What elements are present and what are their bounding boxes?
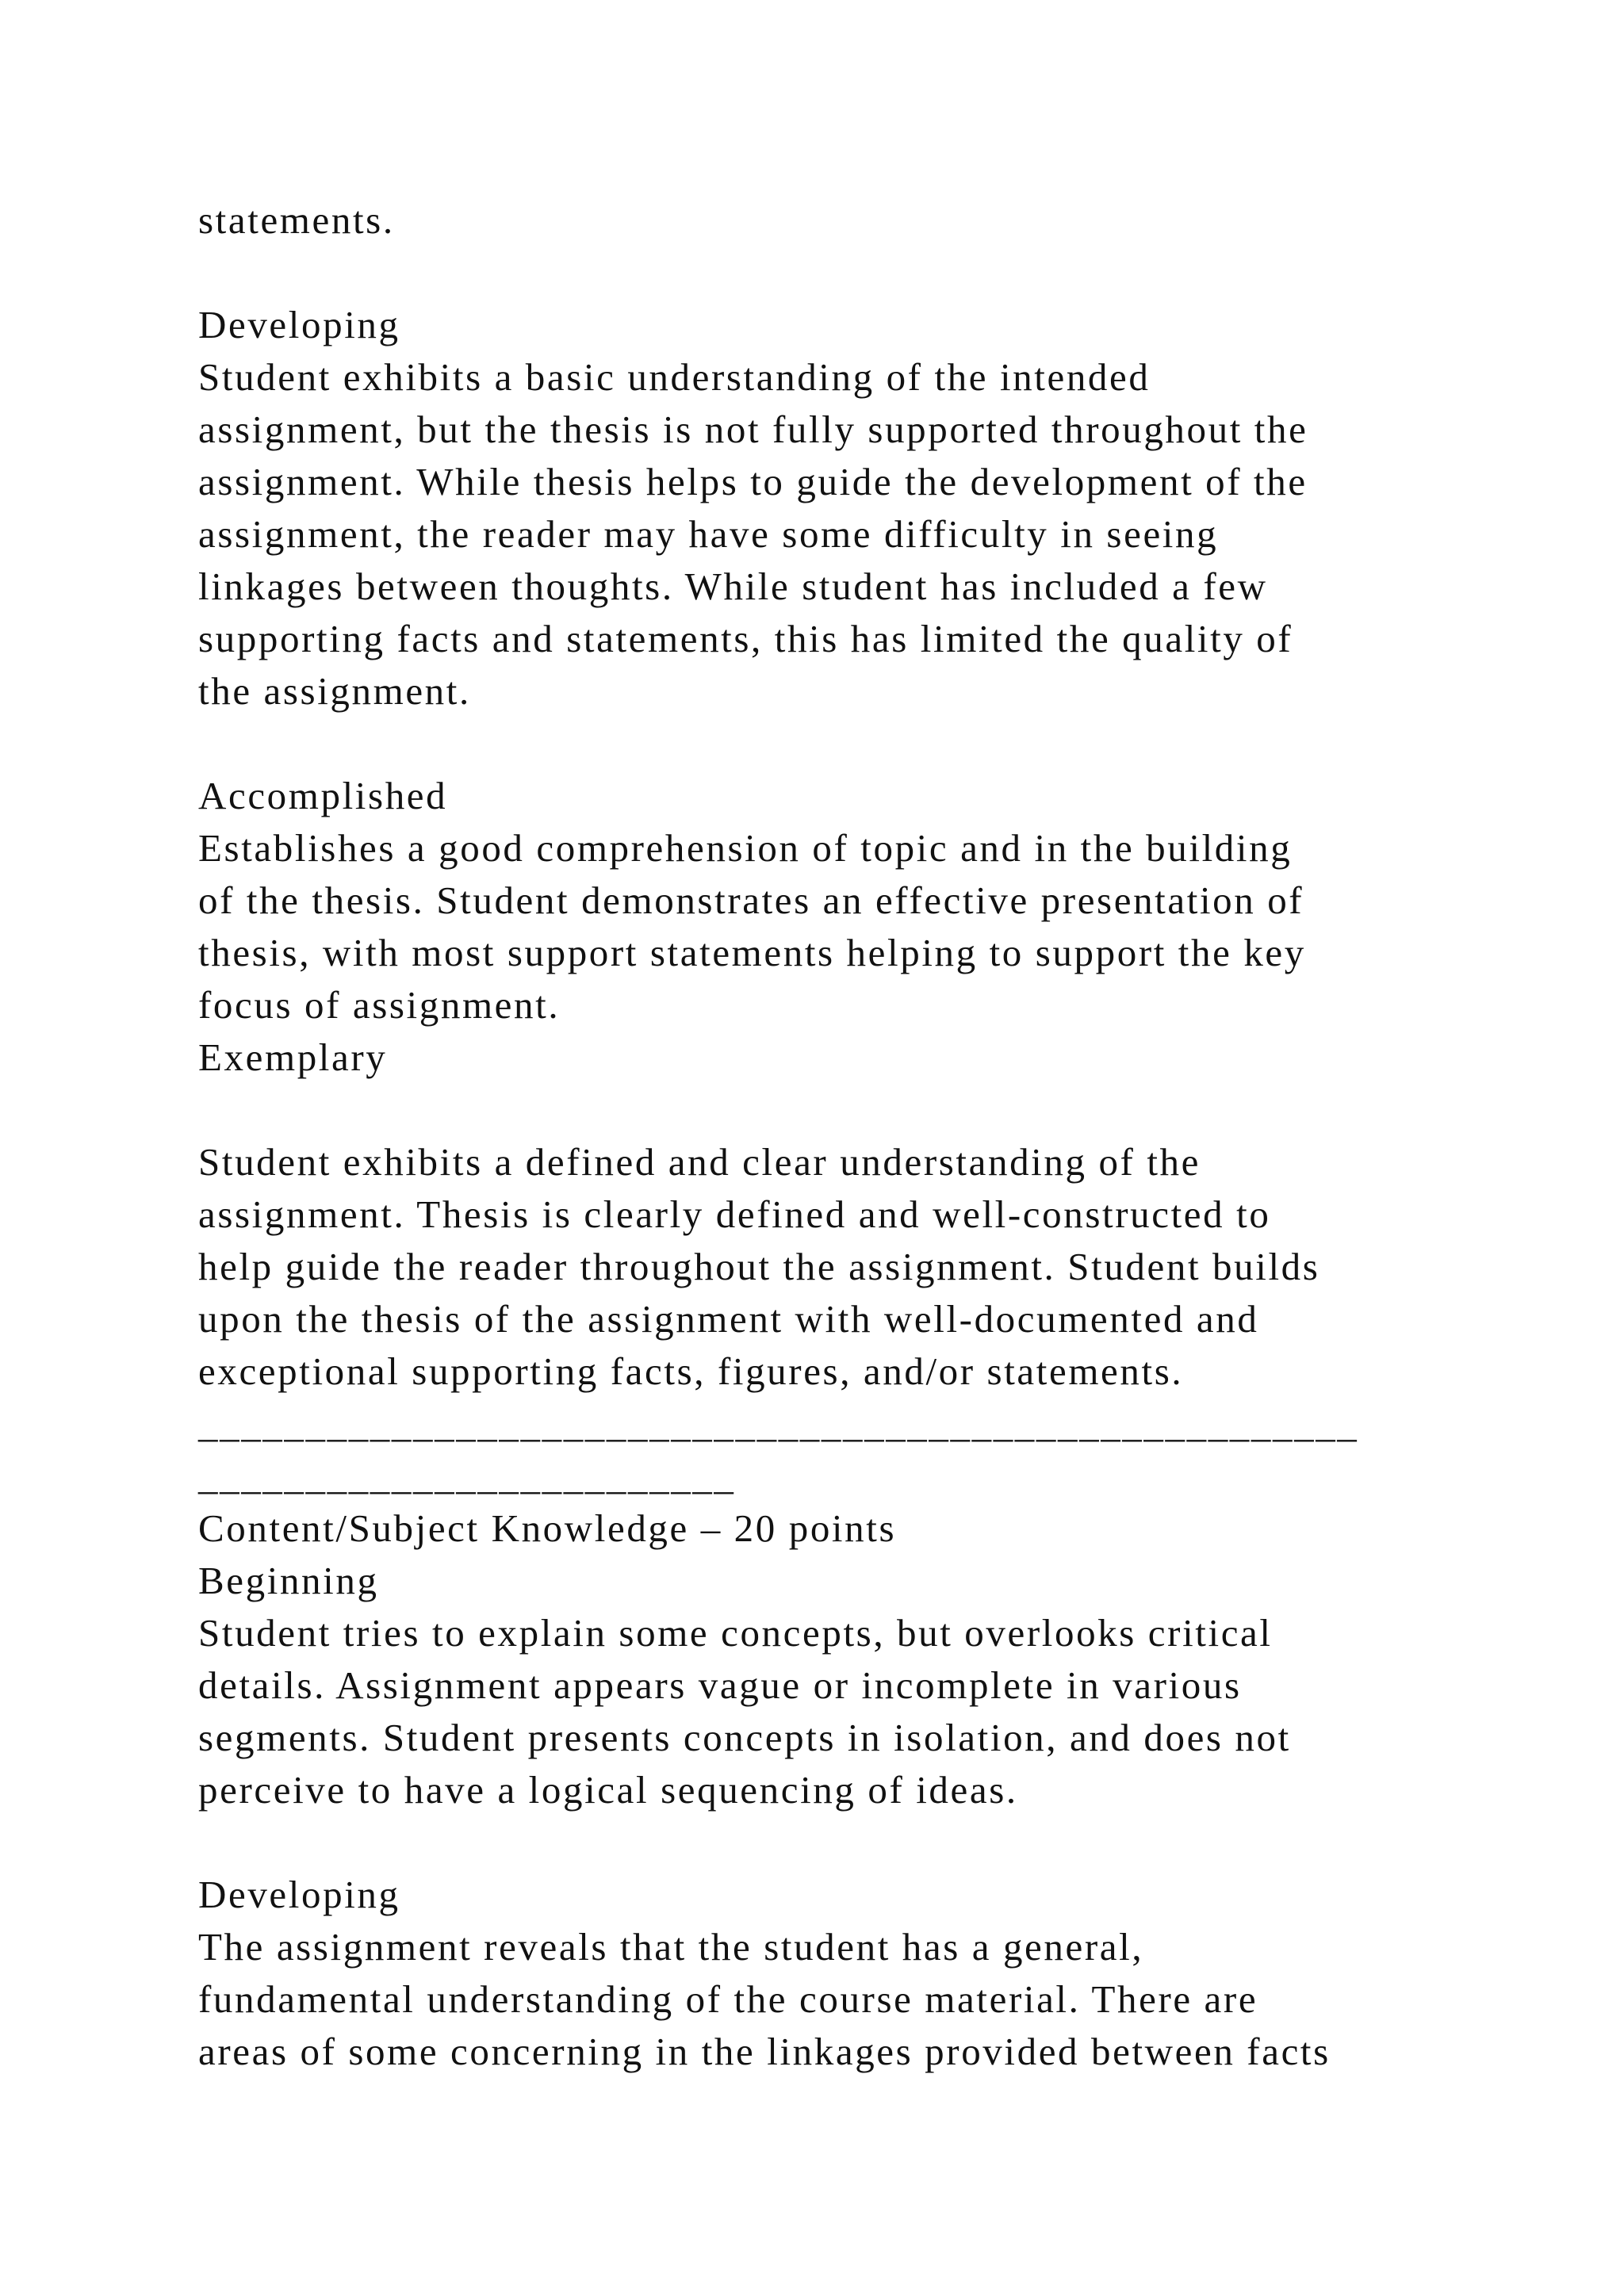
level-heading-beginning: Beginning <box>198 1559 379 1602</box>
text-line: Establishes a good comprehension of topic and in the building <box>198 826 1293 870</box>
text-line: areas of some concerning in the linkages provided between facts <box>198 2030 1331 2073</box>
text-line: Student exhibits a defined and clear understanding of the <box>198 1140 1201 1184</box>
text-line: the assignment. <box>198 669 471 713</box>
text-line: details. Assignment appears vague or incomplete in various <box>198 1663 1242 1707</box>
level-heading-developing: Developing <box>198 1873 400 1916</box>
text-line: linkages between thoughts. While student has included a few <box>198 564 1268 608</box>
text-line: assignment, but the thesis is not fully supported throughout the <box>198 408 1308 451</box>
blank-line <box>198 718 1507 770</box>
level-heading-exemplary: Exemplary <box>198 1035 388 1079</box>
text-line: assignment. While thesis helps to guide the development of the <box>198 460 1308 503</box>
level-heading-accomplished: Accomplished <box>198 774 448 817</box>
text-line: assignment, the reader may have some difficulty in seeing <box>198 512 1219 556</box>
blank-line <box>198 1816 1507 1869</box>
blank-line <box>198 247 1507 299</box>
text-line: fundamental understanding of the course material. There are <box>198 1977 1258 2021</box>
text-line: statements. <box>198 198 395 242</box>
text-line: exceptional supporting facts, figures, and/or statements. <box>198 1349 1184 1393</box>
text-line: assignment. Thesis is clearly defined and well-constructed to <box>198 1192 1271 1236</box>
text-line: supporting facts and statements, this has limited the quality of <box>198 617 1293 660</box>
text-line: Student exhibits a basic understanding of the intended <box>198 355 1151 399</box>
text-line: The assignment reveals that the student has a general, <box>198 1925 1144 1969</box>
document-text <box>198 194 1507 2078</box>
blank-line <box>198 1084 1507 1136</box>
text-line: perceive to have a logical sequencing of ideas. <box>198 1768 1018 1812</box>
text-line: upon the thesis of the assignment with well-documented and <box>198 1297 1259 1341</box>
text-line: focus of assignment. <box>198 983 561 1027</box>
section-heading: Content/Subject Knowledge – 20 points <box>198 1506 897 1550</box>
text-line: of the thesis. Student demonstrates an effective presentation of <box>198 878 1304 922</box>
text-line: segments. Student presents concepts in isolation, and does not <box>198 1716 1291 1759</box>
text-line: Student tries to explain some concepts, but overlooks critical <box>198 1611 1273 1655</box>
separator-line: _________________________ <box>198 1454 736 1498</box>
level-heading-developing: Developing <box>198 303 400 346</box>
separator-line: ______________________________________________________ <box>198 1402 1359 1445</box>
text-line: thesis, with most support statements helping to support the key <box>198 931 1306 974</box>
text-line: help guide the reader throughout the assignment. Student builds <box>198 1245 1320 1288</box>
